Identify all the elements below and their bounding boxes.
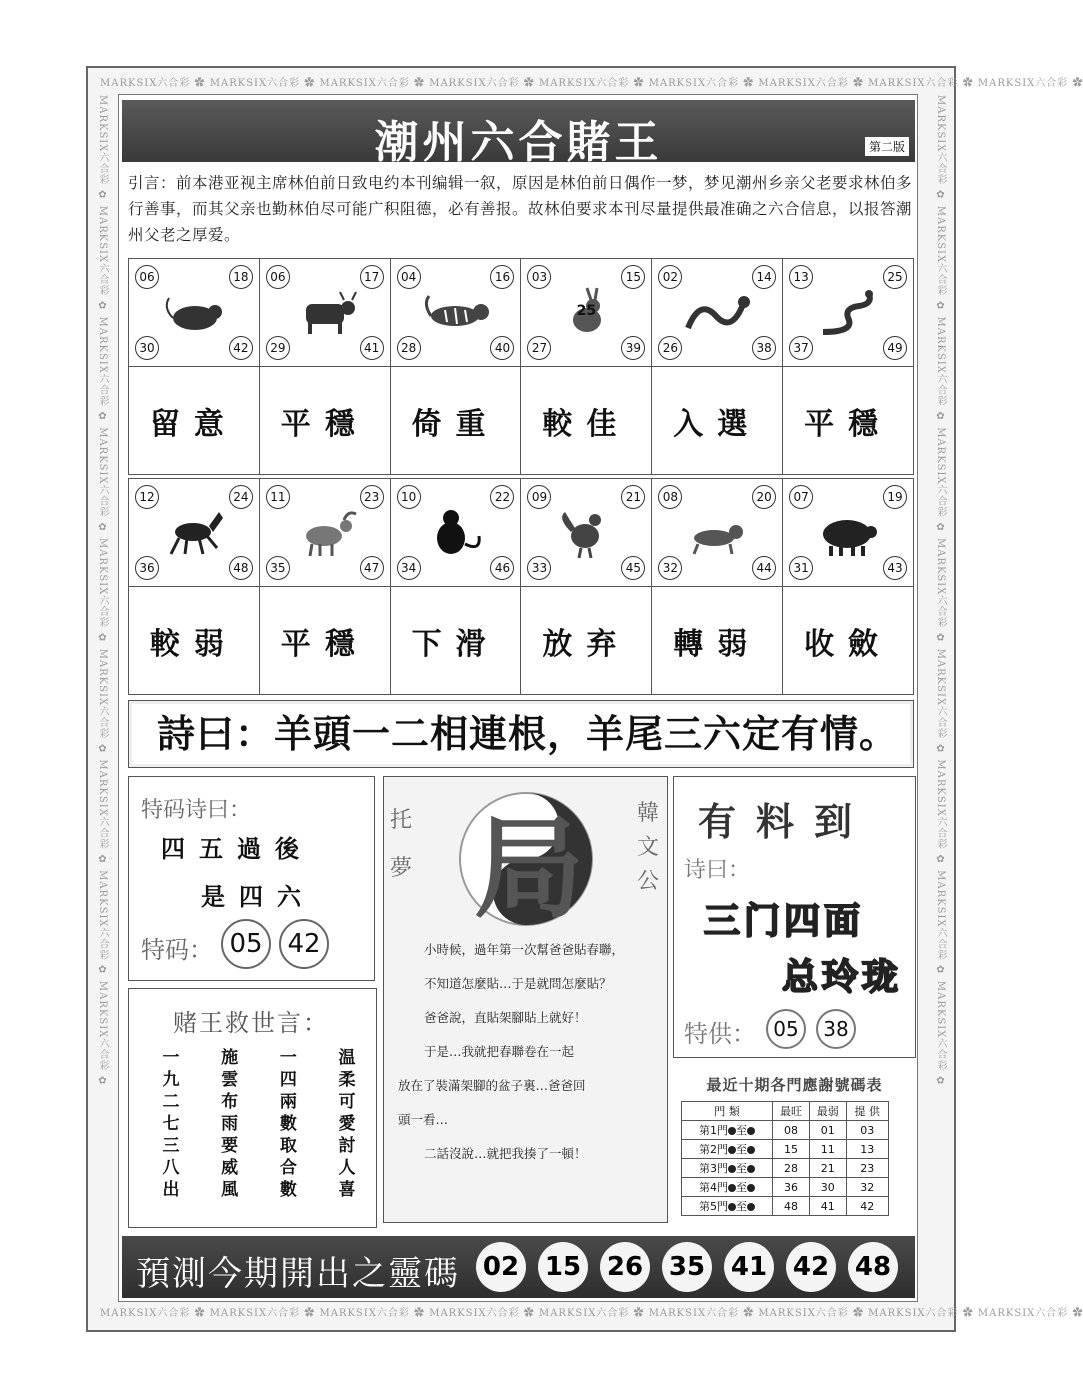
watermark-top: MARKSIX六合彩 ✿ MARKSIX六合彩 ✿ MARKSIX六合彩 ✿ MARKSIX六合彩 ✿ MARKSIX六合彩 ✿ MARKSIX六合彩 ✿ MARKSIX六合彩 ✿ MARKSIX六合彩 ✿ MARKSIX六合彩 ✿ bbox=[100, 78, 1083, 89]
youliao-label: 特供： bbox=[684, 1020, 756, 1048]
prediction-bar bbox=[122, 1236, 915, 1298]
dushi-char: 人 bbox=[338, 1158, 356, 1178]
zodiac-number: 41 bbox=[360, 336, 384, 360]
stats-row bbox=[682, 1121, 889, 1140]
zodiac-number: 21 bbox=[621, 485, 645, 509]
story-center-char: 局 bbox=[474, 805, 584, 933]
tema-box bbox=[128, 776, 375, 981]
tema-numbers bbox=[141, 919, 329, 969]
zodiac-number: 26 bbox=[658, 336, 682, 360]
dushi-char: 温 bbox=[338, 1048, 356, 1068]
zodiac-number: 37 bbox=[789, 336, 813, 360]
youliao-line1: 三门四面 bbox=[704, 901, 865, 942]
dushi-char: 三 bbox=[162, 1136, 180, 1156]
stats-gate bbox=[682, 1197, 773, 1216]
dushi-char: 雲 bbox=[221, 1070, 239, 1090]
story-line: 不知道怎麼貼…于是就問怎麼貼？ bbox=[424, 976, 612, 991]
dushi-char: 雨 bbox=[221, 1114, 239, 1134]
range-mid: 至 bbox=[736, 1181, 748, 1194]
range-start-icon bbox=[728, 1127, 736, 1135]
zodiac-cell bbox=[783, 259, 914, 367]
dushi-char: 合 bbox=[279, 1158, 297, 1178]
ox-icon bbox=[290, 288, 360, 338]
zodiac-number: 12 bbox=[135, 485, 159, 509]
zodiac-number: 39 bbox=[621, 336, 645, 360]
zodiac-cell bbox=[129, 479, 260, 587]
tema-number: 42 bbox=[279, 919, 329, 969]
dushi-column bbox=[159, 1047, 183, 1217]
youliao-number: 38 bbox=[816, 1009, 856, 1049]
dushi-box bbox=[128, 988, 377, 1228]
zodiac-number: 40 bbox=[490, 336, 514, 360]
zodiac-cell bbox=[652, 479, 783, 587]
stats-cell: 11 bbox=[809, 1140, 846, 1159]
zodiac-number: 06 bbox=[266, 265, 290, 289]
zodiac-cell bbox=[129, 259, 260, 367]
tema-line1: 四五過後 bbox=[161, 835, 313, 863]
youliao-box bbox=[673, 776, 916, 1058]
stats-cell: 15 bbox=[773, 1140, 810, 1159]
rooster-icon bbox=[551, 508, 621, 558]
watermark-left: MARKSIX六合彩 ✿ MARKSIX六合彩 ✿ MARKSIX六合彩 ✿ MARKSIX六合彩 ✿ MARKSIX六合彩 ✿ MARKSIX六合彩 ✿ MARKSIX六合彩 ✿ MARKSIX六合彩 ✿ MARKSIX六合彩 ✿ bbox=[97, 95, 108, 1088]
story-line: 二話沒說…就把我揍了一頓！ bbox=[424, 1146, 587, 1161]
zodiac-verdict: 平穩 bbox=[783, 367, 914, 475]
zodiac-verdict: 較弱 bbox=[129, 587, 260, 695]
tema-number: 05 bbox=[221, 919, 271, 969]
dushi-char: 八 bbox=[162, 1158, 180, 1178]
intro-text: 引言：前本港亚视主席林伯前日致电约本刊编辑一叙，原因是林伯前日偶作一梦，梦见潮州乡亲父老要求林伯多行善事，而其父亲也勤林伯尽可能广积阻德，必有善报。故林伯要求本刊尽量提供最准确之六合信息，以报答潮州父老之厚爱。 bbox=[128, 174, 913, 244]
zodiac-number: 49 bbox=[883, 336, 907, 360]
rat-icon bbox=[159, 288, 229, 338]
stats-cell: 36 bbox=[773, 1178, 810, 1197]
zodiac-verdict: 入選 bbox=[652, 367, 783, 475]
stats-gate bbox=[682, 1178, 773, 1197]
dushi-char: 可 bbox=[338, 1092, 356, 1112]
range-end-icon bbox=[747, 1146, 755, 1154]
zodiac-number: 43 bbox=[883, 556, 907, 580]
zodiac-cell bbox=[652, 259, 783, 367]
prediction-ball: 48 bbox=[848, 1242, 898, 1292]
zodiac-number: 07 bbox=[789, 485, 813, 509]
zodiac-number: 24 bbox=[229, 485, 253, 509]
dushi-column bbox=[218, 1047, 242, 1217]
stats-cell: 42 bbox=[846, 1197, 888, 1216]
youliao-numbers bbox=[684, 1009, 856, 1049]
stats-gate bbox=[682, 1140, 773, 1159]
zodiac-number: 33 bbox=[527, 556, 551, 580]
zodiac-number: 20 bbox=[752, 485, 776, 509]
stats-row bbox=[682, 1197, 889, 1216]
dushi-title: 赌王救世言： bbox=[173, 1009, 329, 1037]
zodiac-number: 16 bbox=[490, 265, 514, 289]
dushi-char: 討 bbox=[338, 1136, 356, 1156]
dushi-char: 一 bbox=[162, 1048, 180, 1068]
edition-badge: 第二版 bbox=[865, 137, 909, 156]
zodiac-number: 08 bbox=[658, 485, 682, 509]
stats-cell: 21 bbox=[809, 1159, 846, 1178]
snake-icon bbox=[813, 288, 883, 338]
youliao-title: 有料到 bbox=[698, 800, 873, 844]
zodiac-number: 31 bbox=[789, 556, 813, 580]
dog-icon bbox=[682, 508, 752, 558]
dushi-char: 九 bbox=[162, 1070, 180, 1090]
story-line: 頭一看… bbox=[398, 1112, 449, 1127]
stats-row bbox=[682, 1140, 889, 1159]
youliao-line2: 总玲珑 bbox=[782, 957, 903, 998]
zodiac-number: 04 bbox=[397, 265, 421, 289]
tema-label: 特码： bbox=[141, 936, 213, 964]
zodiac-number: 42 bbox=[229, 336, 253, 360]
dushi-char: 取 bbox=[279, 1136, 297, 1156]
dushi-char: 兩 bbox=[279, 1092, 297, 1112]
zodiac-number: 29 bbox=[266, 336, 290, 360]
zodiac-verdict: 下滑 bbox=[391, 587, 522, 695]
title-bar bbox=[122, 100, 915, 168]
story-text bbox=[398, 933, 660, 1171]
zodiac-number: 48 bbox=[229, 556, 253, 580]
poem-banner: 詩曰：羊頭一二相連根，羊尾三六定有情。 bbox=[128, 700, 914, 768]
dushi-char: 威 bbox=[221, 1158, 239, 1178]
zodiac-number: 35 bbox=[266, 556, 290, 580]
dushi-char: 愛 bbox=[338, 1114, 356, 1134]
zodiac-number: 23 bbox=[360, 485, 384, 509]
stats-table bbox=[681, 1101, 889, 1216]
goat-icon bbox=[290, 508, 360, 558]
zodiac-number: 28 bbox=[397, 336, 421, 360]
zodiac-verdict: 較佳 bbox=[521, 367, 652, 475]
zodiac-number: 47 bbox=[360, 556, 384, 580]
zodiac-number: 10 bbox=[397, 485, 421, 509]
dushi-char: 數 bbox=[279, 1114, 297, 1134]
zodiac-number: 45 bbox=[621, 556, 645, 580]
tiger-icon bbox=[421, 288, 491, 338]
range-start-icon bbox=[728, 1165, 736, 1173]
stats-header: 提 供 bbox=[846, 1102, 888, 1121]
page-title: 潮州六合賭王 bbox=[374, 117, 663, 168]
gate-name: 第2門 bbox=[699, 1143, 729, 1156]
stats-cell: 08 bbox=[773, 1121, 810, 1140]
zodiac-number: 22 bbox=[490, 485, 514, 509]
zodiac-number: 44 bbox=[752, 556, 776, 580]
story-line: 小時候，過年第一次幫爸爸貼春聯， bbox=[424, 942, 625, 957]
youliao-poem-label: 诗曰： bbox=[684, 858, 751, 883]
zodiac-number: 06 bbox=[135, 265, 159, 289]
dushi-column bbox=[335, 1047, 359, 1217]
zodiac-grid-1 bbox=[128, 258, 914, 475]
range-start-icon bbox=[728, 1184, 736, 1192]
story-line: 爸爸說，直貼架腳貼上就好！ bbox=[424, 1010, 587, 1025]
pig-icon bbox=[813, 508, 883, 558]
stats-cell: 01 bbox=[809, 1121, 846, 1140]
story-right-label: 韓文公 bbox=[637, 801, 660, 894]
range-end-icon bbox=[747, 1203, 755, 1211]
zodiac-number: 36 bbox=[135, 556, 159, 580]
dushi-char: 四 bbox=[279, 1070, 297, 1090]
zodiac-cell bbox=[521, 259, 652, 367]
zodiac-number: 14 bbox=[752, 265, 776, 289]
zodiac-number: 15 bbox=[621, 265, 645, 289]
prediction-ball: 02 bbox=[476, 1242, 526, 1292]
dushi-char: 二 bbox=[162, 1092, 180, 1112]
zodiac-grid-2 bbox=[128, 478, 914, 695]
zodiac-verdict: 放弃 bbox=[521, 587, 652, 695]
dushi-char: 七 bbox=[162, 1114, 180, 1134]
story-line: 于是…我就把春聯卷在一起 bbox=[424, 1044, 575, 1059]
stats-box bbox=[673, 1064, 916, 1222]
stats-header: 最弱 bbox=[809, 1102, 846, 1121]
dragon-icon bbox=[682, 288, 752, 338]
prediction-ball: 26 bbox=[600, 1242, 650, 1292]
zodiac-number: 34 bbox=[397, 556, 421, 580]
zodiac-verdict: 倚重 bbox=[391, 367, 522, 475]
dushi-columns bbox=[159, 1047, 359, 1217]
range-mid: 至 bbox=[736, 1124, 748, 1137]
stats-header: 最旺 bbox=[773, 1102, 810, 1121]
dushi-char: 布 bbox=[221, 1092, 239, 1112]
zodiac-verdict: 平穩 bbox=[260, 587, 391, 695]
range-end-icon bbox=[747, 1165, 755, 1173]
stats-gate bbox=[682, 1121, 773, 1140]
zodiac-number: 38 bbox=[752, 336, 776, 360]
gate-name: 第1門 bbox=[699, 1124, 729, 1137]
zodiac-verdict: 平穩 bbox=[260, 367, 391, 475]
zodiac-number: 30 bbox=[135, 336, 159, 360]
range-end-icon bbox=[747, 1127, 755, 1135]
range-start-icon bbox=[728, 1146, 736, 1154]
monkey-icon bbox=[421, 508, 491, 558]
dushi-char: 喜 bbox=[338, 1180, 356, 1200]
prediction-label: 預測今期開出之靈碼 bbox=[136, 1254, 460, 1294]
stats-gate bbox=[682, 1159, 773, 1178]
zodiac-cell bbox=[783, 479, 914, 587]
zodiac-number: 02 bbox=[658, 265, 682, 289]
range-end-icon bbox=[747, 1184, 755, 1192]
zodiac-number: 13 bbox=[789, 265, 813, 289]
prediction-ball: 42 bbox=[786, 1242, 836, 1292]
zodiac-verdict: 收斂 bbox=[783, 587, 914, 695]
prediction-ball: 35 bbox=[662, 1242, 712, 1292]
stats-header: 門 類 bbox=[682, 1102, 773, 1121]
horse-icon bbox=[159, 508, 229, 558]
dushi-char: 風 bbox=[221, 1180, 239, 1200]
watermark-bottom: MARKSIX六合彩 ✿ MARKSIX六合彩 ✿ MARKSIX六合彩 ✿ MARKSIX六合彩 ✿ MARKSIX六合彩 ✿ MARKSIX六合彩 ✿ MARKSIX六合彩 ✿ MARKSIX六合彩 ✿ MARKSIX六合彩 ✿ bbox=[100, 1308, 1083, 1319]
prediction-ball: 41 bbox=[724, 1242, 774, 1292]
stats-cell: 32 bbox=[846, 1178, 888, 1197]
dushi-char: 一 bbox=[279, 1048, 297, 1068]
stats-cell: 48 bbox=[773, 1197, 810, 1216]
story-line: 放在了裝滿架腳的盆子裏…爸爸回 bbox=[398, 1078, 586, 1093]
dushi-char: 要 bbox=[221, 1136, 239, 1156]
stats-cell: 13 bbox=[846, 1140, 888, 1159]
zodiac-number: 19 bbox=[883, 485, 907, 509]
dushi-char: 出 bbox=[162, 1180, 180, 1200]
gate-name: 第4門 bbox=[699, 1181, 729, 1194]
zodiac-number: 25 bbox=[883, 265, 907, 289]
story-left-label: 托夢 bbox=[390, 808, 413, 881]
stats-cell: 30 bbox=[809, 1178, 846, 1197]
prediction-ball: 15 bbox=[538, 1242, 588, 1292]
stats-title: 最近十期各門應謝號碼表 bbox=[706, 1076, 883, 1094]
zodiac-verdict: 轉弱 bbox=[652, 587, 783, 695]
range-start-icon bbox=[728, 1203, 736, 1211]
zodiac-number: 11 bbox=[266, 485, 290, 509]
zodiac-cell bbox=[391, 479, 522, 587]
zodiac-number: 03 bbox=[527, 265, 551, 289]
range-mid: 至 bbox=[736, 1200, 748, 1213]
tema-title: 特码诗曰： bbox=[141, 798, 252, 823]
story-box bbox=[383, 776, 668, 1223]
range-mid: 至 bbox=[736, 1143, 748, 1156]
zodiac-number: 09 bbox=[527, 485, 551, 509]
watermark-right: MARKSIX六合彩 ✿ MARKSIX六合彩 ✿ MARKSIX六合彩 ✿ MARKSIX六合彩 ✿ MARKSIX六合彩 ✿ MARKSIX六合彩 ✿ MARKSIX六合彩 ✿ MARKSIX六合彩 ✿ MARKSIX六合彩 ✿ bbox=[935, 95, 946, 1088]
stats-cell: 03 bbox=[846, 1121, 888, 1140]
gate-name: 第5門 bbox=[699, 1200, 729, 1213]
youliao-number: 05 bbox=[766, 1009, 806, 1049]
zodiac-number: 18 bbox=[229, 265, 253, 289]
stats-row bbox=[682, 1178, 889, 1197]
dushi-char: 數 bbox=[279, 1180, 297, 1200]
zodiac-number: 27 bbox=[527, 336, 551, 360]
zodiac-extra-number: 25 bbox=[576, 303, 597, 319]
zodiac-cell bbox=[260, 259, 391, 367]
zodiac-cell bbox=[521, 479, 652, 587]
stats-cell: 41 bbox=[809, 1197, 846, 1216]
stats-cell: 23 bbox=[846, 1159, 888, 1178]
zodiac-number: 17 bbox=[360, 265, 384, 289]
zodiac-number: 46 bbox=[490, 556, 514, 580]
stats-row bbox=[682, 1159, 889, 1178]
zodiac-cell bbox=[260, 479, 391, 587]
zodiac-verdict: 留意 bbox=[129, 367, 260, 475]
gate-name: 第3門 bbox=[699, 1162, 729, 1175]
dushi-char: 柔 bbox=[338, 1070, 356, 1090]
zodiac-number: 32 bbox=[658, 556, 682, 580]
stats-cell: 28 bbox=[773, 1159, 810, 1178]
dushi-column bbox=[276, 1047, 300, 1217]
dushi-char: 施 bbox=[221, 1048, 239, 1068]
tema-line2: 是四六 bbox=[201, 883, 315, 911]
range-mid: 至 bbox=[736, 1162, 748, 1175]
zodiac-cell bbox=[391, 259, 522, 367]
